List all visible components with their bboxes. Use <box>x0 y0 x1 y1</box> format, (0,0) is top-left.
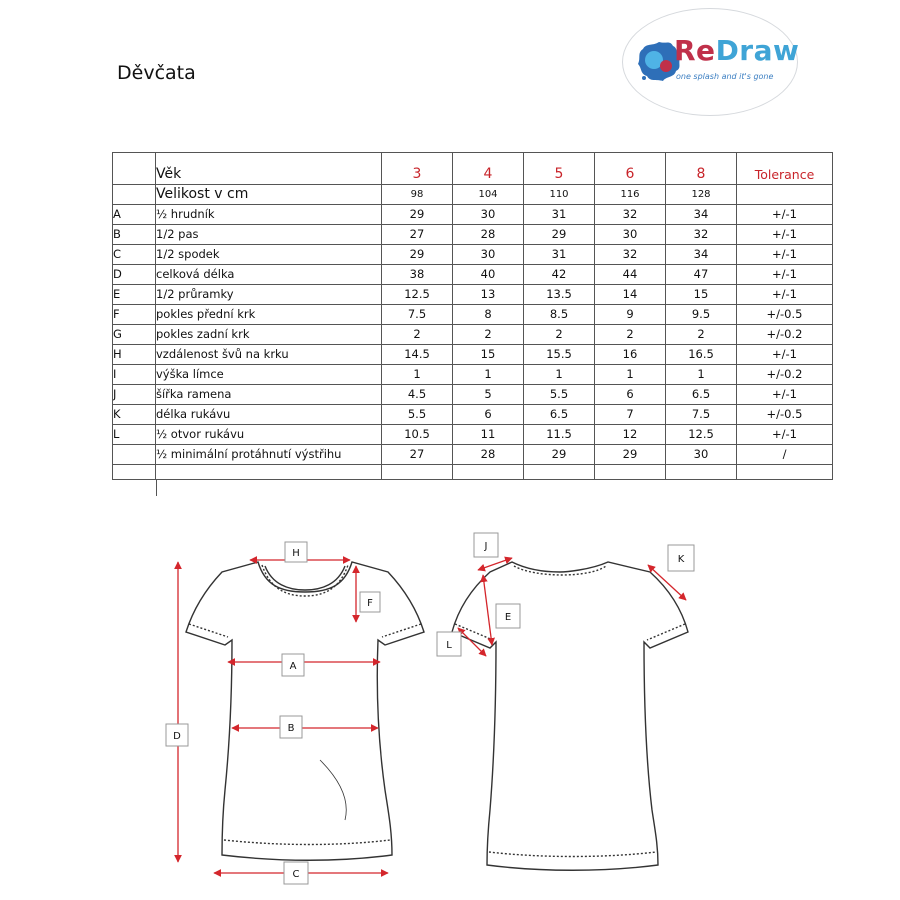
value-cell: 32 <box>595 205 666 225</box>
value-cell: 2 <box>595 325 666 345</box>
row-label: ½ hrudník <box>156 205 382 225</box>
table-row <box>113 305 833 325</box>
tolerance-cell: +/-1 <box>737 265 833 285</box>
row-label: pokles zadní krk <box>156 325 382 345</box>
age-cell: 4 <box>453 153 524 185</box>
value-cell: 16 <box>595 345 666 365</box>
value-cell: 27 <box>382 225 453 245</box>
svg-text:K: K <box>677 554 685 565</box>
logo-wordmark: ReDraw <box>674 34 800 67</box>
tolerance-cell: +/-1 <box>737 385 833 405</box>
row-letter: L <box>113 425 156 445</box>
value-cell: 9.5 <box>666 305 737 325</box>
value-cell: 42 <box>524 265 595 285</box>
size-cell: 98 <box>382 185 453 205</box>
value-cell: 28 <box>453 225 524 245</box>
value-cell: 6.5 <box>524 405 595 425</box>
value-cell: 1 <box>382 365 453 385</box>
value-cell: 6 <box>595 385 666 405</box>
value-cell: 9 <box>595 305 666 325</box>
row-letter: A <box>113 205 156 225</box>
table-row <box>113 285 833 305</box>
value-cell: 2 <box>666 325 737 345</box>
row-label: ½ otvor rukávu <box>156 425 382 445</box>
value-cell: 13.5 <box>524 285 595 305</box>
row-label: 1/2 průramky <box>156 285 382 305</box>
value-cell: 6.5 <box>666 385 737 405</box>
row-letter: B <box>113 225 156 245</box>
header-row <box>113 153 833 185</box>
row-label: šířka ramena <box>156 385 382 405</box>
empty-cell <box>113 465 156 480</box>
value-cell: 15 <box>453 345 524 365</box>
measurement-arrows <box>178 558 686 873</box>
value-cell: 7.5 <box>666 405 737 425</box>
svg-text:H: H <box>292 548 300 559</box>
row-letter: G <box>113 325 156 345</box>
tag-e <box>496 604 520 628</box>
row-label: celková délka <box>156 265 382 285</box>
value-cell: 15 <box>666 285 737 305</box>
tag-j <box>474 533 498 557</box>
table-row <box>113 425 833 445</box>
value-cell: 10.5 <box>382 425 453 445</box>
page-title: Děvčata <box>117 62 196 84</box>
row-label: vzdálenost švů na krku <box>156 345 382 365</box>
size-table <box>112 152 833 480</box>
front-tags <box>166 542 380 884</box>
table-row <box>113 445 833 465</box>
value-cell: 31 <box>524 205 595 225</box>
tolerance-header: Tolerance <box>737 153 833 185</box>
row-letter: D <box>113 265 156 285</box>
value-cell: 32 <box>666 225 737 245</box>
value-cell: 34 <box>666 245 737 265</box>
value-cell: 29 <box>524 225 595 245</box>
value-cell: 2 <box>453 325 524 345</box>
row-label: 1/2 spodek <box>156 245 382 265</box>
value-cell: 16.5 <box>666 345 737 365</box>
value-cell: 44 <box>595 265 666 285</box>
tshirt-diagram <box>0 500 900 900</box>
tolerance-cell: +/-1 <box>737 285 833 305</box>
row-label: 1/2 pas <box>156 225 382 245</box>
value-cell: 2 <box>382 325 453 345</box>
row-letter: J <box>113 385 156 405</box>
empty-cell <box>453 465 524 480</box>
value-cell: 8 <box>453 305 524 325</box>
value-cell: 11 <box>453 425 524 445</box>
value-cell: 29 <box>382 205 453 225</box>
measure-l <box>458 628 486 656</box>
tag-c <box>284 862 308 884</box>
value-cell: 7 <box>595 405 666 425</box>
tolerance-cell: +/-0.5 <box>737 305 833 325</box>
svg-text:A: A <box>289 661 297 672</box>
value-cell: 34 <box>666 205 737 225</box>
tag-l <box>437 632 461 656</box>
table-row <box>113 245 833 265</box>
age-cell: 5 <box>524 153 595 185</box>
tolerance-cell: +/-1 <box>737 245 833 265</box>
empty-cell <box>524 465 595 480</box>
value-cell: 29 <box>382 245 453 265</box>
svg-text:D: D <box>173 731 181 742</box>
empty-cell <box>595 465 666 480</box>
redraw-logo <box>622 8 798 116</box>
row-letter: H <box>113 345 156 365</box>
tag-k <box>668 545 694 571</box>
value-cell: 1 <box>666 365 737 385</box>
table-row <box>113 325 833 345</box>
table-row <box>113 385 833 405</box>
value-cell: 2 <box>524 325 595 345</box>
value-cell: 28 <box>453 445 524 465</box>
logo-tagline: one splash and it's gone <box>676 72 774 81</box>
size-cm-row <box>113 185 833 205</box>
value-cell: 30 <box>595 225 666 245</box>
value-cell: 30 <box>666 445 737 465</box>
tag-a <box>282 654 304 676</box>
value-cell: 30 <box>453 245 524 265</box>
value-cell: 8.5 <box>524 305 595 325</box>
tolerance-cell: +/-0.2 <box>737 365 833 385</box>
tolerance-cell: +/-0.2 <box>737 325 833 345</box>
table-row <box>113 265 833 285</box>
row-letter <box>113 445 156 465</box>
empty-cell <box>737 465 833 480</box>
measure-e <box>483 575 492 645</box>
table-row <box>113 345 833 365</box>
row-letter: E <box>113 285 156 305</box>
value-cell: 29 <box>595 445 666 465</box>
row-letter: C <box>113 245 156 265</box>
value-cell: 29 <box>524 445 595 465</box>
row-label: výška límce <box>156 365 382 385</box>
age-cell: 6 <box>595 153 666 185</box>
empty-cell <box>666 465 737 480</box>
size-label: Velikost v cm <box>156 185 382 205</box>
tolerance-cell: +/-1 <box>737 225 833 245</box>
table-row <box>113 225 833 245</box>
tolerance-cell: +/-0.5 <box>737 405 833 425</box>
age-label: Věk <box>156 153 382 185</box>
value-cell: 13 <box>453 285 524 305</box>
value-cell: 15.5 <box>524 345 595 365</box>
tag-d <box>166 724 188 746</box>
value-cell: 12.5 <box>382 285 453 305</box>
value-cell: 1 <box>595 365 666 385</box>
svg-text:B: B <box>287 723 295 734</box>
row-label: ½ minimální protáhnutí výstřihu <box>156 445 382 465</box>
svg-text:C: C <box>292 869 300 880</box>
empty-cell <box>382 465 453 480</box>
table-stub-line <box>156 480 157 496</box>
value-cell: 1 <box>524 365 595 385</box>
size-cell: 128 <box>666 185 737 205</box>
value-cell: 12 <box>595 425 666 445</box>
value-cell: 5 <box>453 385 524 405</box>
row-label: délka rukávu <box>156 405 382 425</box>
tag-f <box>360 592 380 612</box>
value-cell: 31 <box>524 245 595 265</box>
header-letter-cell <box>113 153 156 185</box>
value-cell: 11.5 <box>524 425 595 445</box>
svg-text:E: E <box>504 612 512 623</box>
size-cell: 110 <box>524 185 595 205</box>
value-cell: 14.5 <box>382 345 453 365</box>
svg-text:J: J <box>484 541 488 552</box>
size-cell: 104 <box>453 185 524 205</box>
value-cell: 1 <box>453 365 524 385</box>
back-tags <box>437 533 694 656</box>
tolerance-cell: +/-1 <box>737 345 833 365</box>
table-row <box>113 405 833 425</box>
row-letter: K <box>113 405 156 425</box>
table-row <box>113 205 833 225</box>
value-cell: 47 <box>666 265 737 285</box>
value-cell: 32 <box>595 245 666 265</box>
value-cell: 27 <box>382 445 453 465</box>
svg-text:F: F <box>367 598 373 609</box>
value-cell: 12.5 <box>666 425 737 445</box>
value-cell: 40 <box>453 265 524 285</box>
value-cell: 14 <box>595 285 666 305</box>
size-letter-cell <box>113 185 156 205</box>
value-cell: 5.5 <box>524 385 595 405</box>
tolerance-cell: +/-1 <box>737 205 833 225</box>
front-tshirt <box>186 562 424 860</box>
row-label: pokles přední krk <box>156 305 382 325</box>
tolerance-cell: / <box>737 445 833 465</box>
value-cell: 6 <box>453 405 524 425</box>
row-letter: F <box>113 305 156 325</box>
age-cell: 8 <box>666 153 737 185</box>
empty-cell <box>156 465 382 480</box>
value-cell: 38 <box>382 265 453 285</box>
tolerance-cell: +/-1 <box>737 425 833 445</box>
size-cell: 116 <box>595 185 666 205</box>
row-letter: I <box>113 365 156 385</box>
table-row <box>113 365 833 385</box>
value-cell: 7.5 <box>382 305 453 325</box>
tag-b <box>280 716 302 738</box>
tag-h <box>285 542 307 562</box>
age-cell: 3 <box>382 153 453 185</box>
value-cell: 30 <box>453 205 524 225</box>
value-cell: 5.5 <box>382 405 453 425</box>
svg-text:L: L <box>446 640 452 651</box>
empty-row <box>113 465 833 480</box>
value-cell: 4.5 <box>382 385 453 405</box>
size-tolerance-cell <box>737 185 833 205</box>
